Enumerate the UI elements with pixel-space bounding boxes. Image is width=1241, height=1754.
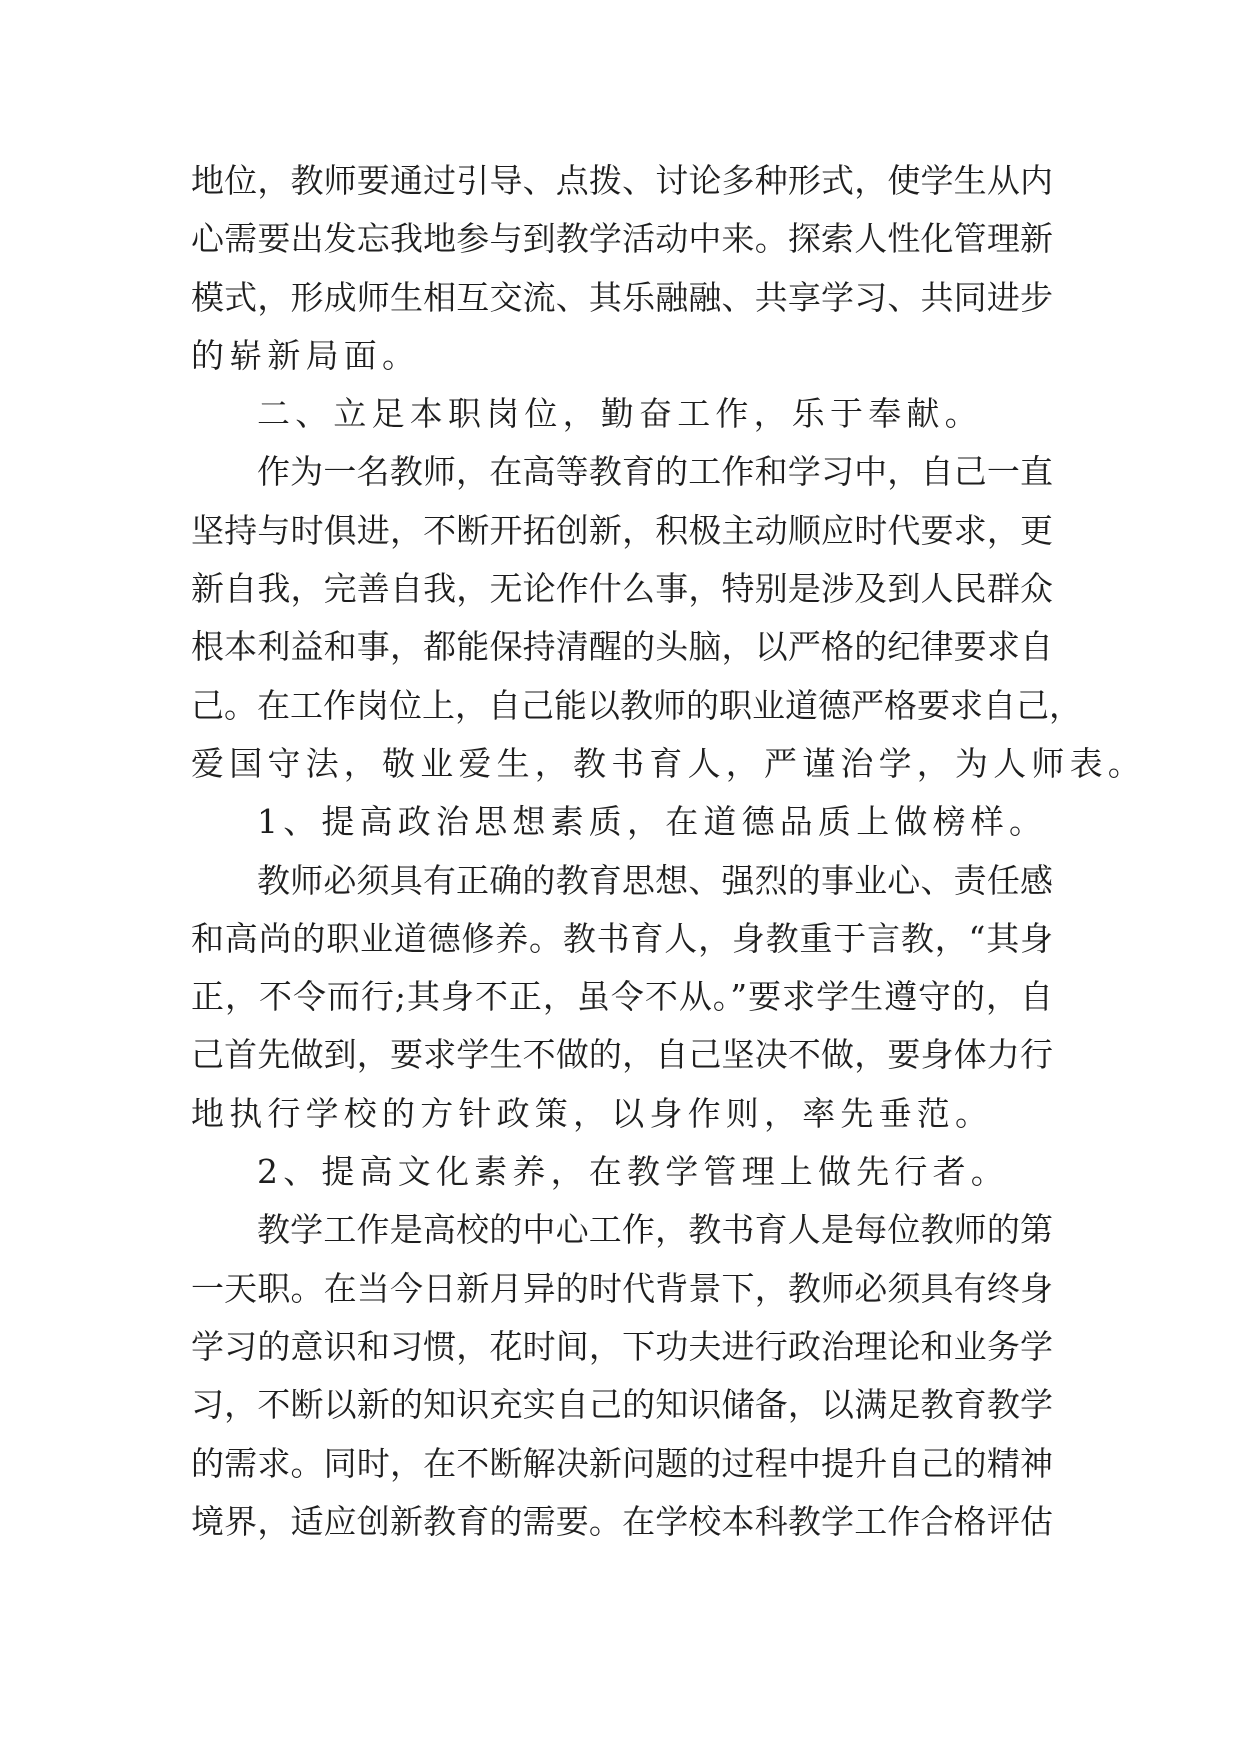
text-line: 一天职。在当今日新月异的时代背景下，教师必须具有终身 — [191, 1268, 1053, 1308]
text-line: 的崭新局面。 — [191, 335, 421, 375]
document-body — [191, 152, 1146, 1551]
text-line: 作为一名教师，在高等教育的工作和学习中，自己一直 — [257, 452, 1053, 492]
text-line: 新自我，完善自我，无论作什么事，特别是涉及到人民群众 — [191, 569, 1053, 609]
text-line: 2、提高文化素养，在教学管理上做先行者。 — [257, 1152, 1009, 1192]
text-line: 己首先做到，要求学生不做的，自己坚决不做，要身体力行 — [191, 1035, 1053, 1075]
text-line: 己。在工作岗位上，自己能以教师的职业道德严格要求自己， — [191, 685, 1082, 725]
text-line: 学习的意识和习惯，花时间，下功夫进行政治理论和业务学 — [191, 1326, 1053, 1366]
text-line: 地执行学校的方针政策，以身作则，率先垂范。 — [191, 1093, 994, 1133]
text-line: 模式，形成师生相互交流、其乐融融、共享学习、共同进步 — [191, 277, 1053, 317]
text-line: 教学工作是高校的中心工作，教书育人是每位教师的第 — [257, 1210, 1053, 1250]
text-line: 正，不令而行;其身不正，虽令不从。”要求学生遵守的，自 — [191, 977, 1053, 1017]
text-line: 根本利益和事，都能保持清醒的头脑，以严格的纪律要求自 — [191, 627, 1053, 667]
text-line: 和高尚的职业道德修养。教书育人，身教重于言教，“其身 — [191, 918, 1053, 958]
text-line: 境界，适应创新教育的需要。在学校本科教学工作合格评估 — [191, 1501, 1053, 1541]
text-line: 1、提高政治思想素质，在道德品质上做榜样。 — [257, 802, 1048, 842]
text-line: 习，不断以新的知识充实自己的知识储备，以满足教育教学 — [191, 1385, 1053, 1425]
text-line: 心需要出发忘我地参与到教学活动中来。探索人性化管理新 — [191, 219, 1053, 259]
text-line: 坚持与时俱进，不断开拓创新，积极主动顺应时代要求，更 — [191, 510, 1053, 550]
text-line: 地位，教师要通过引导、点拨、讨论多种形式，使学生从内 — [191, 161, 1053, 200]
text-line: 二、立足本职岗位，勤奋工作，乐于奉献。 — [257, 394, 983, 434]
text-line: 爱国守法，敬业爱生，教书育人，严谨治学，为人师表。 — [191, 743, 1146, 783]
text-line: 的需求。同时，在不断解决新问题的过程中提升自己的精神 — [191, 1443, 1053, 1483]
text-line: 教师必须具有正确的教育思想、强烈的事业心、责任感 — [257, 860, 1053, 900]
